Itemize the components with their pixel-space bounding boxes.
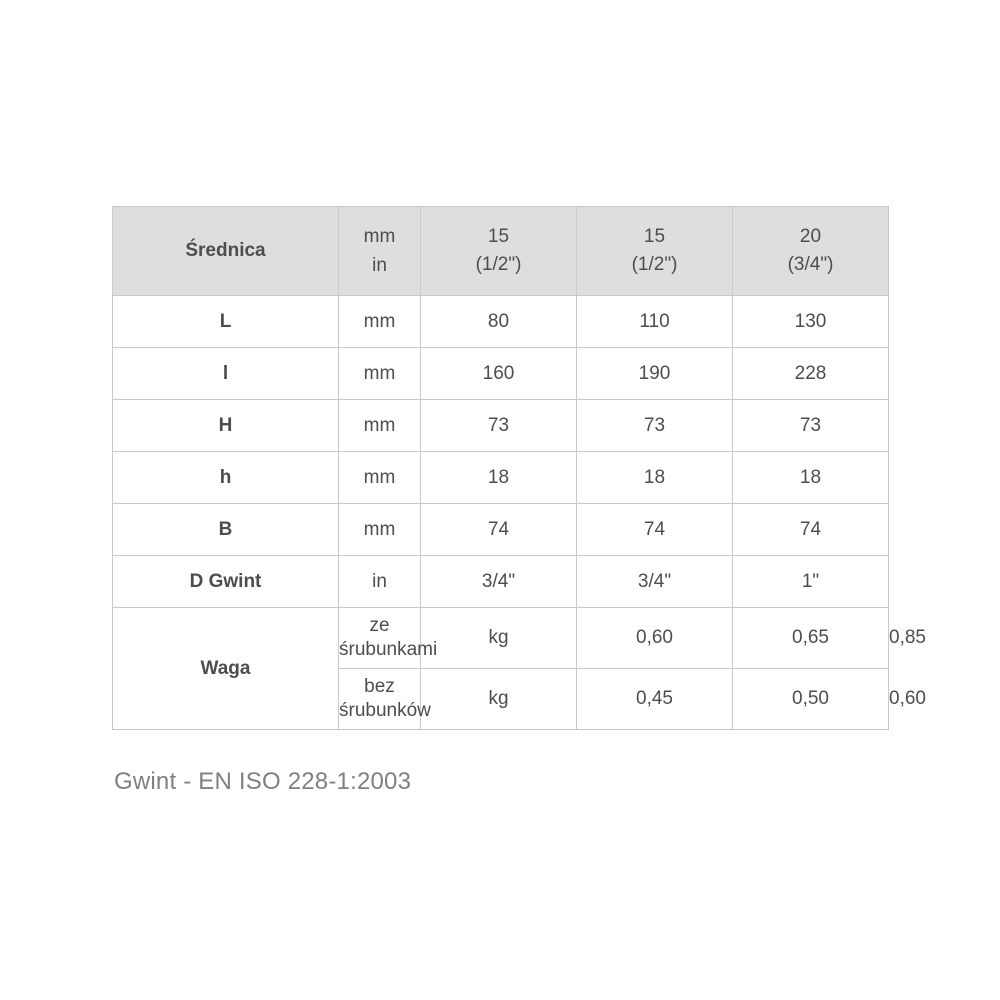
weight-sublabel-with: ze śrubunkami <box>339 608 421 669</box>
row-unit: mm <box>339 504 421 556</box>
row-value-3: 73 <box>733 400 889 452</box>
row-value-1: 80 <box>421 296 577 348</box>
header-col-3 <box>733 207 889 296</box>
row-unit: mm <box>339 400 421 452</box>
weight-unit-with: kg <box>421 608 577 669</box>
weight-label: Waga <box>113 608 339 730</box>
header-col-3-size: 20 <box>799 225 822 247</box>
row-unit: mm <box>339 348 421 400</box>
row-value-2: 73 <box>577 400 733 452</box>
row-value-3: 1" <box>733 556 889 608</box>
row-value-3: 228 <box>733 348 889 400</box>
table-row <box>113 400 889 452</box>
row-unit: mm <box>339 452 421 504</box>
weight-unit-without: kg <box>421 669 577 730</box>
weight-value-without-1: 0,45 <box>577 669 733 730</box>
row-value-1: 74 <box>421 504 577 556</box>
header-units <box>339 207 421 296</box>
row-value-1: 73 <box>421 400 577 452</box>
row-label: l <box>113 348 339 400</box>
header-col-3-inch: (3/4") <box>787 254 834 275</box>
header-col-2-size: 15 <box>643 225 666 247</box>
row-value-2: 110 <box>577 296 733 348</box>
row-value-3: 74 <box>733 504 889 556</box>
row-value-2: 18 <box>577 452 733 504</box>
row-unit: in <box>339 556 421 608</box>
table-body <box>113 296 926 730</box>
row-value-1: 18 <box>421 452 577 504</box>
row-value-2: 74 <box>577 504 733 556</box>
row-unit: mm <box>339 296 421 348</box>
header-col-1 <box>421 207 577 296</box>
row-label: H <box>113 400 339 452</box>
weight-value-with-2: 0,65 <box>733 608 889 669</box>
header-col-1-size: 15 <box>487 225 510 247</box>
footnote-standard: Gwint - EN ISO 228-1:2003 <box>114 768 412 795</box>
specification-table <box>112 206 926 730</box>
row-value-3: 18 <box>733 452 889 504</box>
weight-value-without-2: 0,50 <box>733 669 889 730</box>
header-title: Średnica <box>113 207 339 296</box>
table-row <box>113 296 889 348</box>
row-label: L <box>113 296 339 348</box>
row-value-3: 130 <box>733 296 889 348</box>
row-value-1: 160 <box>421 348 577 400</box>
table-row-weight-with: Waga ze śrubunkami kg 0,60 0,65 0,85 <box>113 608 889 669</box>
weight-value-with-1: 0,60 <box>577 608 733 669</box>
row-label: D Gwint <box>113 556 339 608</box>
weight-sublabel-without: bez śrubunków <box>339 669 421 730</box>
header-col-2 <box>577 207 733 296</box>
header-col-1-inch: (1/2") <box>475 254 522 275</box>
table-row-weight-without: bez śrubunków kg 0,45 0,50 0,60 <box>113 669 889 730</box>
header-unit-in: in <box>372 255 387 276</box>
table-row <box>113 504 889 556</box>
row-value-2: 3/4" <box>577 556 733 608</box>
table-row <box>113 556 889 608</box>
table-row <box>113 452 889 504</box>
row-label: B <box>113 504 339 556</box>
row-label: h <box>113 452 339 504</box>
header-row <box>113 207 889 296</box>
spec-table-container <box>112 206 926 730</box>
header-unit-mm: mm <box>363 225 396 247</box>
table-row <box>113 348 889 400</box>
row-value-2: 190 <box>577 348 733 400</box>
table-header <box>113 207 889 296</box>
header-col-2-inch: (1/2") <box>631 254 678 275</box>
row-value-1: 3/4" <box>421 556 577 608</box>
